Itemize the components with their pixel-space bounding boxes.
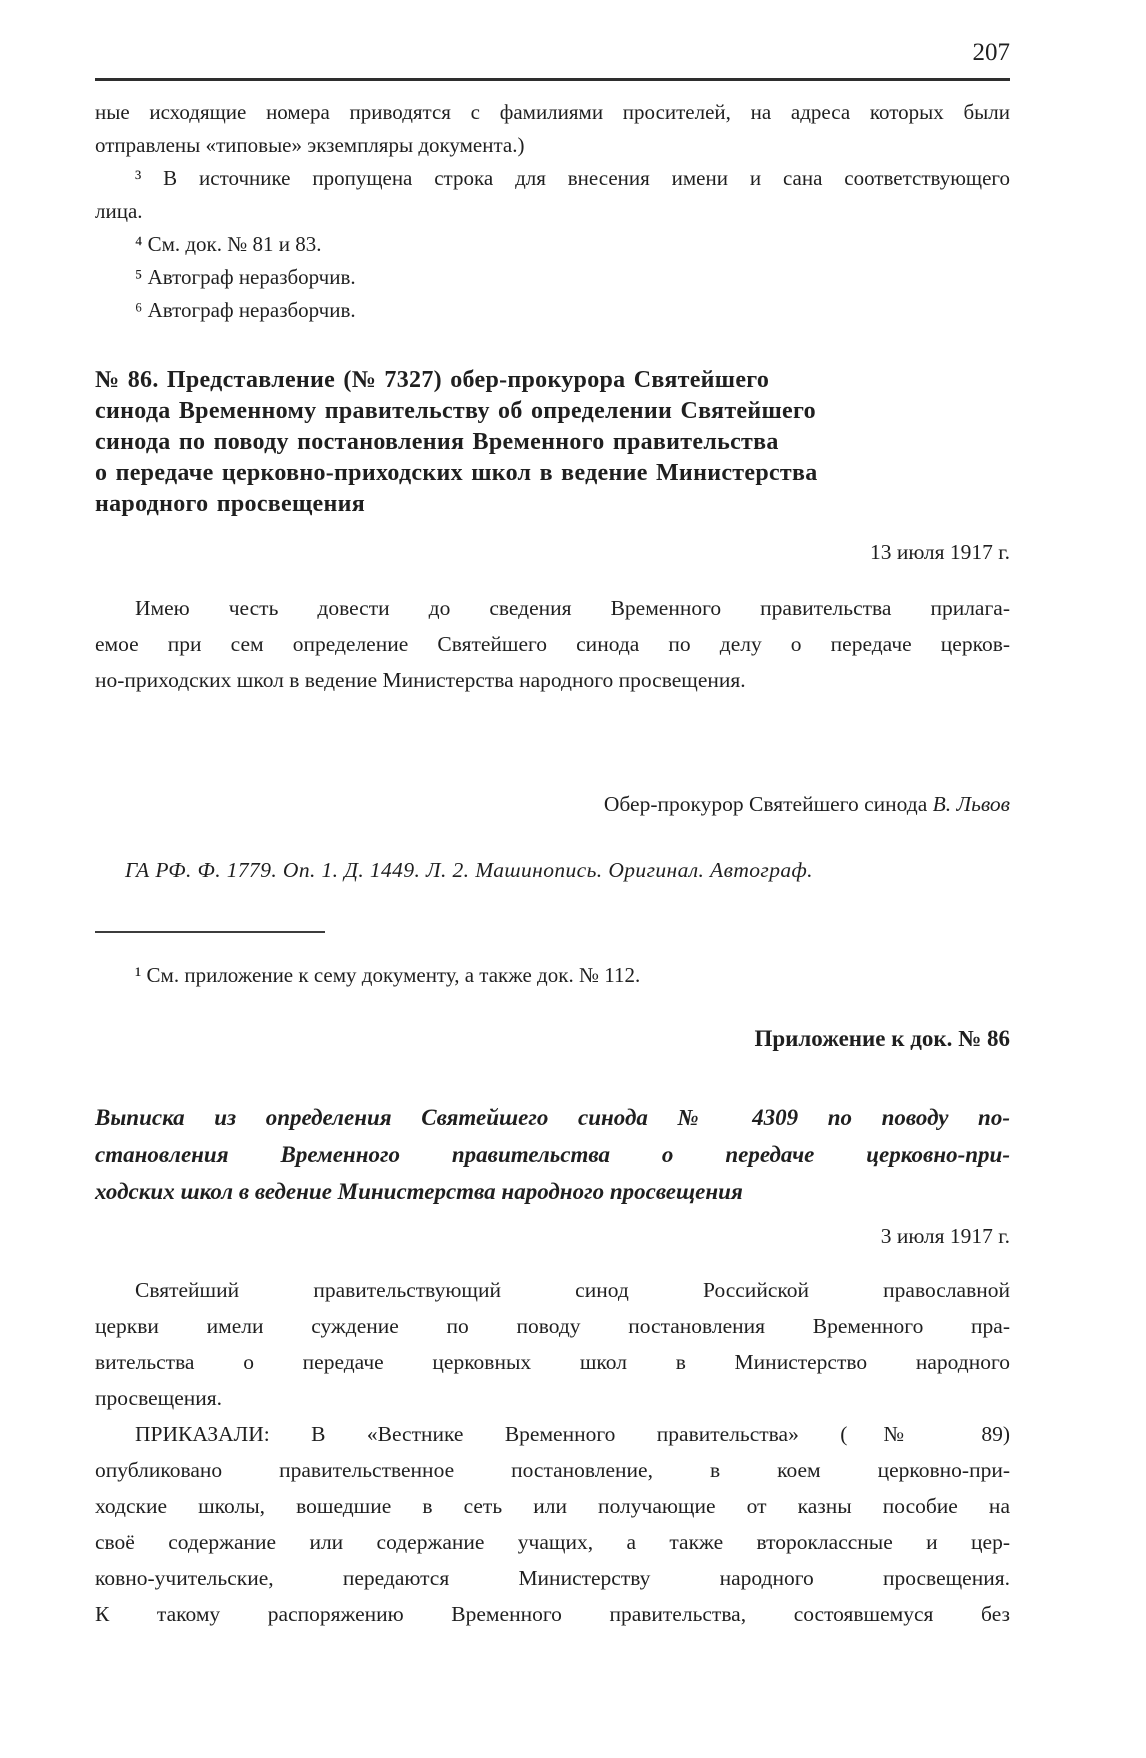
appendix-paragraph-2	[95, 1416, 1010, 1632]
archive-reference: ГА РФ. Ф. 1779. Оп. 1. Д. 1449. Л. 2. Машинопись. Оригинал. Автограф.	[125, 858, 813, 882]
text-line: но-приходских школ в ведение Министерства народного просвещения.	[95, 668, 746, 692]
text-line: ¹ См. приложение к сему документу, а также док. № 112.	[135, 963, 641, 987]
text-line: ходские школы, вошедшие в сеть или получающие от казны пособие на	[95, 1494, 1010, 1518]
signature-name: В. Львов	[932, 792, 1010, 816]
document-heading	[95, 365, 1010, 520]
footnote-item-3	[95, 162, 1010, 228]
text-line: опубликовано правительственное постановление, в коем церковно-при-	[95, 1458, 1010, 1482]
appendix-heading	[95, 1099, 1010, 1210]
text-line: ⁴ См. док. № 81 и 83.	[135, 232, 322, 256]
text-line: просвещения.	[95, 1386, 223, 1410]
text-line: лица.	[95, 199, 143, 223]
text-line: Имею честь довести до сведения Временного правительства прилага-	[135, 596, 1010, 620]
footnote-item-4	[95, 228, 1010, 261]
appendix-date: 3 июля 1917 г.	[880, 1224, 1010, 1248]
text-line: ные исходящие номера приводятся с фамилиями просителей, на адреса которых были	[95, 100, 1010, 124]
text-line: ⁶ Автограф неразборчив.	[135, 298, 356, 322]
page-content	[95, 0, 1010, 1632]
text-line: синода по поводу постановления Временного правительства	[95, 429, 779, 455]
text-line: № 86. Представление (№ 7327) обер-прокурора Святейшего	[95, 367, 770, 393]
document-date: 13 июля 1917 г.	[869, 540, 1010, 564]
document-body-paragraph	[95, 590, 1010, 698]
text-line: ковно-учительские, передаются Министерству народного просвещения.	[95, 1566, 1010, 1590]
footnote-separator-rule	[95, 931, 325, 933]
footnote-item-1	[95, 959, 1010, 992]
text-line: вительства о передаче церковных школ в Министерство народного	[95, 1350, 1010, 1374]
text-line: ⁵ Автограф неразборчив.	[135, 265, 356, 289]
text-line: Святейший правительствующий синод Российской православной	[135, 1278, 1010, 1302]
signature-role: Обер-прокурор Святейшего синода	[603, 792, 933, 816]
text-line: своё содержание или содержание учащих, а также второклассные и цер-	[95, 1530, 1010, 1554]
text-line: церкви имели суждение по поводу постановления Временного пра-	[95, 1314, 1010, 1338]
text-line: отправлены «типовые» экземпляры документа.)	[95, 133, 525, 157]
text-line: становления Временного правительства о передаче церковно-при-	[95, 1142, 1010, 1167]
text-line: о передаче церковно-приходских школ в ведение Министерства	[95, 460, 818, 486]
text-line: синода Временному правительству об определении Святейшего	[95, 398, 816, 424]
appendix-paragraph-1	[95, 1272, 1010, 1416]
signature-line	[95, 788, 1010, 820]
footnote-continuation	[95, 96, 1010, 162]
footnote-item-6	[95, 294, 1010, 327]
header-rule	[95, 78, 1010, 81]
text-line: емое при сем определение Святейшего синода по делу о передаче церков-	[95, 632, 1010, 656]
text-line: Выписка из определения Святейшего синода № 4309 по поводу по-	[95, 1105, 1010, 1130]
text-line: ПРИКАЗАЛИ: В «Вестнике Временного правительства» (№ 89)	[135, 1422, 1010, 1446]
text-line: К такому распоряжению Временного правительства, состоявшемуся без	[95, 1602, 1010, 1626]
text-line: народного просвещения	[95, 491, 366, 517]
appendix-label: Приложение к док. № 86	[754, 1026, 1010, 1051]
page-number: 207	[972, 39, 1010, 66]
footnote-item-5	[95, 261, 1010, 294]
text-line: ³ В источнике пропущена строка для внесения имени и сана соответствующего	[135, 166, 1010, 190]
text-line: ходских школ в ведение Министерства народного просвещения	[95, 1179, 743, 1204]
footnote-block-top	[95, 96, 1010, 327]
